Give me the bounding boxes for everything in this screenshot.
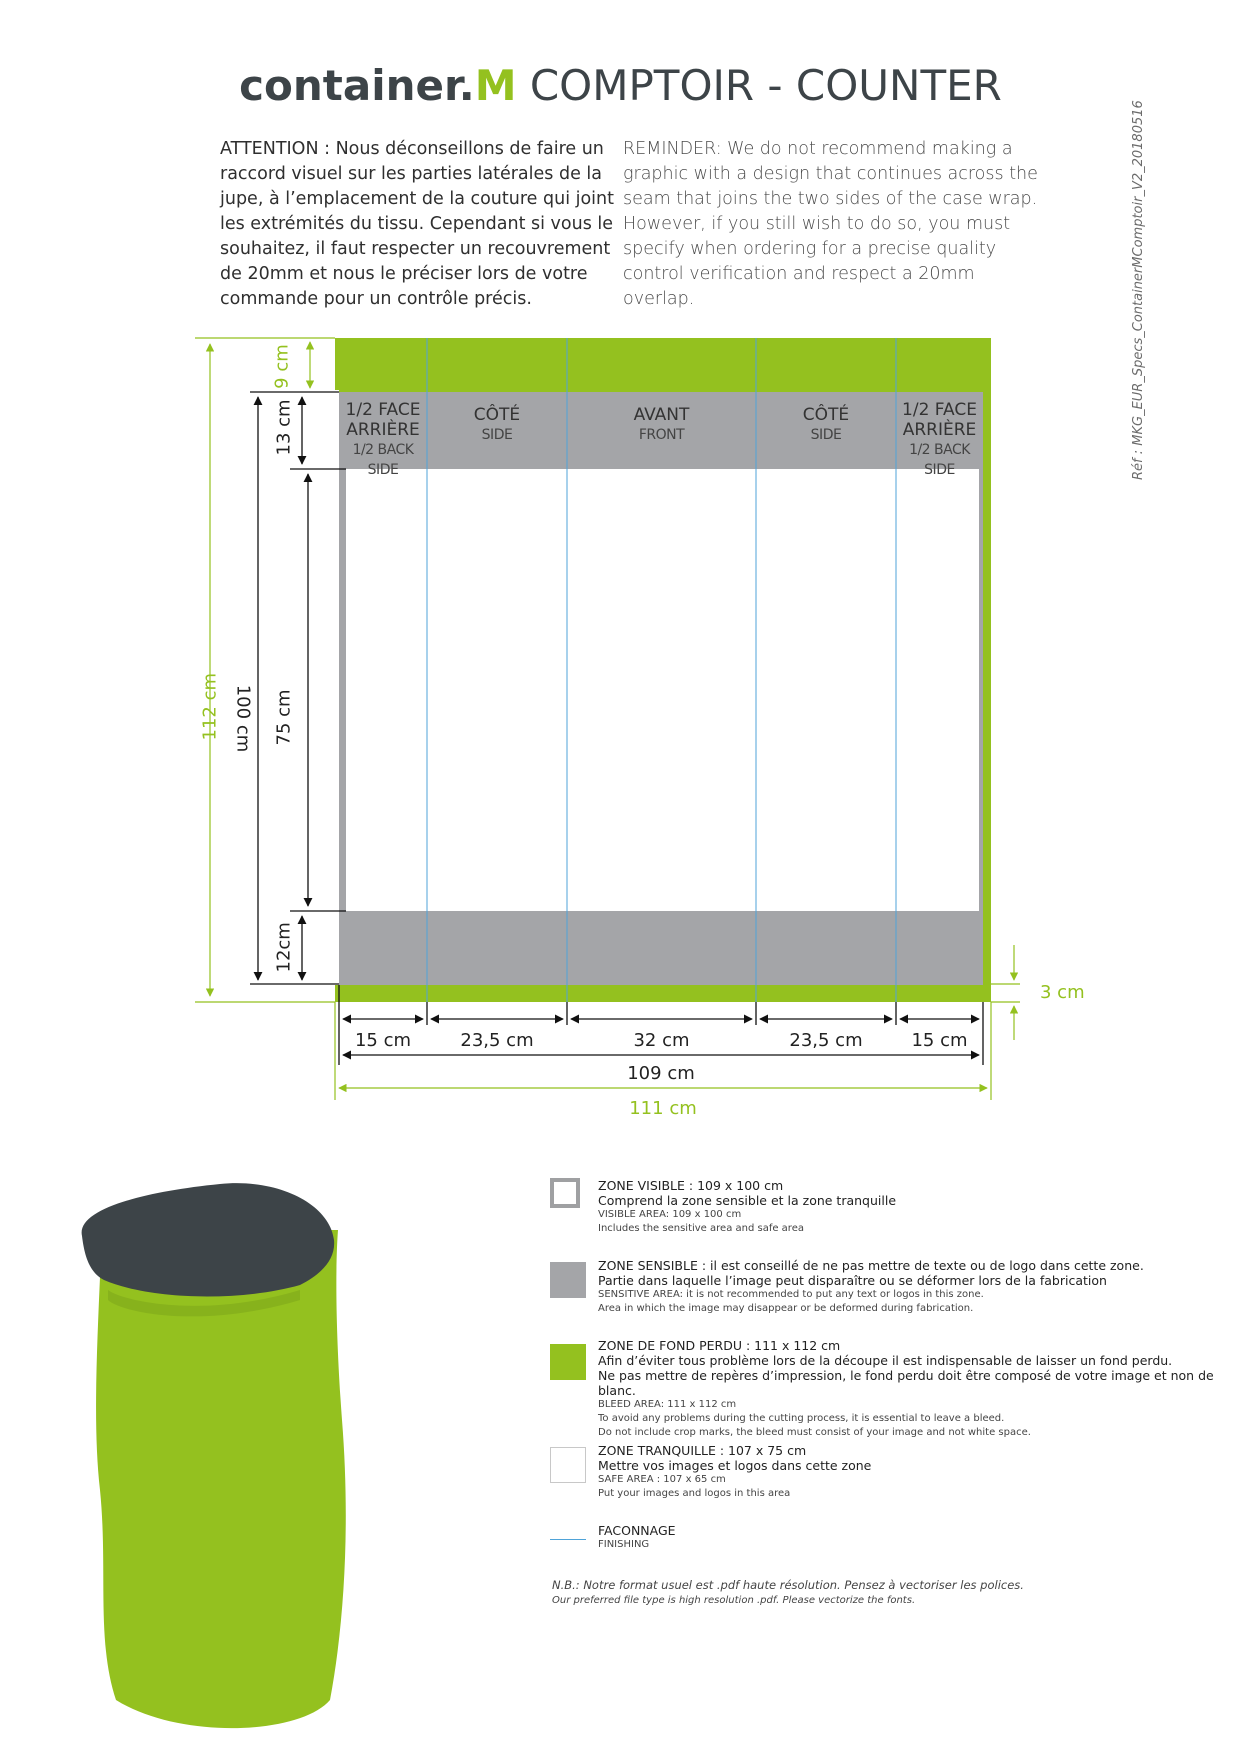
legend-swatch-bleed <box>550 1344 586 1380</box>
dim-top-bleed: 9 cm <box>271 344 293 389</box>
legend <box>550 1178 1230 1573</box>
brand-letter: M <box>474 61 517 110</box>
panel-header-back-right: 1/2 FACE ARRIÈRE 1/2 BACK SIDE <box>902 400 977 478</box>
dim-bleed-width: 111 cm <box>629 1098 697 1119</box>
title-text: COMPTOIR - COUNTER <box>516 61 1002 110</box>
dim-total-height-bleed: 112 cm <box>199 672 221 741</box>
panel-header-front: AVANT FRONT <box>633 405 690 443</box>
legend-swatch-safe <box>550 1447 586 1483</box>
panel-header-back-left: 1/2 FACE ARRIÈRE 1/2 BACK SIDE <box>345 400 421 478</box>
legend-item-safe: ZONE TRANQUILLE : 107 x 75 cm Mettre vos images et logos dans cette zone SAFE AREA : 107 x 65 cm Put your images and logos in this area <box>550 1443 1230 1523</box>
legend-swatch-sensitive <box>550 1262 586 1298</box>
brand-name: container. <box>239 61 475 110</box>
dim-bottom-sensitive: 12cm <box>273 922 295 973</box>
legend-swatch-finishing <box>550 1539 586 1540</box>
dim-width-back-right: 15 cm <box>911 1030 968 1051</box>
panel-header-side-right: CÔTÉ SIDE <box>802 405 850 443</box>
safe-area <box>346 469 979 911</box>
note: N.B.: Notre format usuel est .pdf haute résolution. Pensez à vectoriser les polices. Our preferred file type is high resolution .pdf. Please vectorize the fonts. <box>552 1578 1024 1606</box>
dim-safe-height: 75 cm <box>273 689 295 746</box>
dim-width-side-right: 23,5 cm <box>789 1030 863 1051</box>
reference-text: Réf : MKG_EUR_Specs_ContainerMComptoir_V2_20180516 <box>1131 100 1146 480</box>
dim-total-height-visible: 100 cm <box>232 684 254 753</box>
dim-bottom-bleed: 3 cm <box>1040 982 1085 1003</box>
counter-illustration <box>82 1183 346 1728</box>
legend-item-finishing: FACONNAGE FINISHING <box>550 1523 1230 1573</box>
dim-width-back-left: 15 cm <box>354 1030 412 1051</box>
dim-width-front: 32 cm <box>633 1030 690 1051</box>
dim-top-sensitive: 13 cm <box>273 399 295 456</box>
reminder-paragraph-en: REMINDER: We do not recommend making a graphic with a design that continues across the seam that joins the two sides of the case wrap. However, if you still wish to do so, you must specify when ordering for a precise quality control verification and respect a 20mm overlap. <box>623 139 1038 309</box>
attention-paragraph-fr: ATTENTION : Nous déconseillons de faire un raccord visuel sur les parties latérales de la jupe, à l’emplacement de la couture qui joint les extrémités du tissu. Cependant si vous le souhaitez, il faut respecter un recouvrement de 20mm et nous le préciser lors de votre commande pour un contrôle précis. <box>220 139 614 309</box>
legend-item-visible: ZONE VISIBLE : 109 x 100 cm Comprend la zone sensible et la zone tranquille VISIBLE AREA: 109 x 100 cm Includes the sensitive area and safe area <box>550 1178 1230 1258</box>
legend-item-sensitive: ZONE SENSIBLE : il est conseillé de ne pas mettre de texte ou de logo dans cette zone. Partie dans laquelle l’image peut disparaître ou se déformer lors de la fabrication SENSITIVE AREA: it is not recommended to put any text or logos in this zone. Area in which the image may disappear or be deformed during fabrication. <box>550 1258 1230 1338</box>
dim-visible-width: 109 cm <box>627 1063 695 1084</box>
legend-item-bleed: ZONE DE FOND PERDU : 111 x 112 cm Afin d’éviter tous problème lors de la découpe il est indispensable de laisser un fond perdu. Ne pas mettre de repères d’impression, le fond perdu doit être composé de votre image et non de blanc. BLEED AREA: 111 x 112 cm To avoid any problems during the cutting process, it is essential to leave a bleed. Do not include crop marks, the bleed must consist of your image and not white space. <box>550 1338 1230 1443</box>
dim-width-side-left: 23,5 cm <box>460 1030 534 1051</box>
panel-header-side-left: CÔTÉ SIDE <box>473 405 521 443</box>
legend-swatch-visible <box>550 1178 580 1208</box>
